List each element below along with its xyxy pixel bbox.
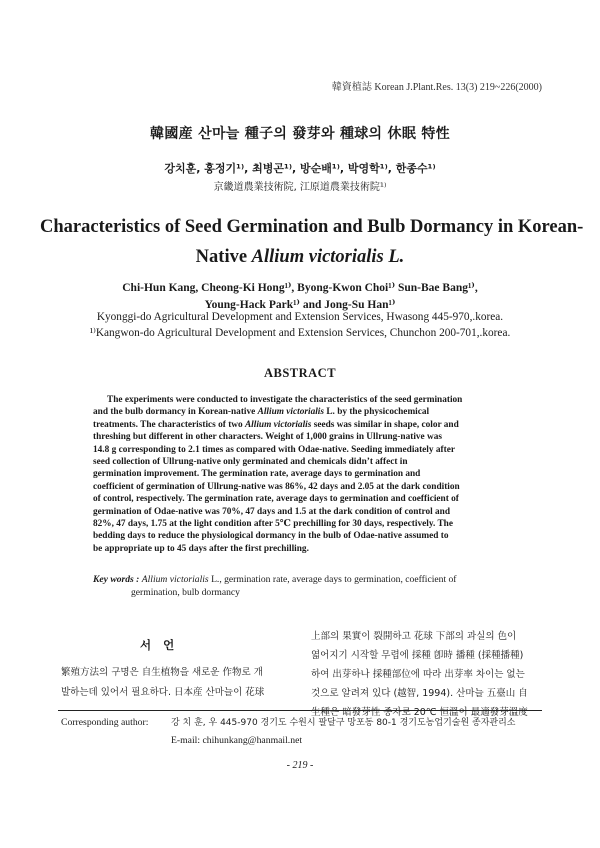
abstract-line: of control, respectively. The germination rate, average days to germination and coefficient of: [93, 494, 459, 505]
body-line: 것으로 알려져 있다 (越智, 1994). 산마늘 五臺山 自: [311, 688, 528, 699]
page-number: - 219 -: [286, 760, 314, 771]
abstract-line: germination improvement. The germination rate, average days to germination and: [93, 469, 421, 480]
authors-line-2: Young-Hack Park¹⁾ and Jong-Su Han¹⁾: [204, 299, 396, 311]
english-affiliations: [60, 309, 540, 341]
title-prefix: Native: [195, 247, 252, 267]
authors-line-1: Chi-Hun Kang, Cheong-Ki Hong¹⁾, Byong-Kwon Choi¹⁾ Sun-Bae Bang¹⁾,: [122, 282, 478, 294]
korean-title: 韓國産 산마늘 種子의 發芽와 種球의 休眠 特性: [150, 126, 450, 142]
abstract-line: The experiments were conducted to investigate the characteristics of the seed germination: [107, 395, 463, 405]
body-line: 엷어지기 시작할 무렵에 採種 卽時 播種 (採種播種): [311, 650, 524, 661]
body-line: 발하는데 있어서 필요하다. 日本産 산마늘이 花球: [61, 687, 265, 698]
affiliation-1: Kyonggi-do Agricultural Development and Extension Services, Hwasong 445-970,.korea.: [96, 311, 504, 323]
abstract-line: 82%, 47 days, 1.75 at the light condition after 5℃ prechilling for 30 days, respectively. The: [93, 519, 453, 530]
abstract-line: seed collection of Ullrung-native only germinated and chemicals didn’t affect in: [93, 457, 408, 468]
abstract-line: threshing but different in other characters. Weight of 1,000 grains in Ullrung-native was: [93, 432, 442, 443]
keywords-label: Key words :: [93, 574, 140, 585]
species-name: Allium victorialis: [257, 407, 325, 418]
korean-affiliations: 京畿道農業技術院, 江原道農業技術院¹⁾: [213, 182, 387, 193]
body-line: 生種은 暗發芽性 종자로 20℃ 恒溫이 最適發芽溫度: [311, 707, 528, 718]
affiliation-2: ¹⁾Kangwon-do Agricultural Development and Extension Services, Chunchon 200-701,.korea.: [89, 327, 511, 339]
keywords-species: Allium victorialis: [141, 574, 209, 585]
english-title-line-1: Characteristics of Seed Germination and Bulb Dormancy in Korean-: [40, 217, 584, 237]
right-column-text: [311, 627, 539, 722]
keywords-text: L., germination rate, average days to germination, coefficient of: [208, 574, 457, 585]
corresponding-author-footnote: [61, 714, 545, 750]
body-line: 하여 出芽하나 採種部位에 따라 出芽率 차이는 없는: [311, 669, 525, 680]
abstract-line: treatments. The characteristics of two Allium victorialis seeds was similar in shape, color and: [93, 419, 459, 430]
corresponding-label: Corresponding author:: [61, 717, 149, 728]
footnote-divider: [58, 710, 542, 711]
abstract-line: 14.8 g corresponding to 2.1 times as compared with Odae-native. Seeding immediately after: [93, 444, 455, 455]
english-title: [40, 212, 584, 272]
keywords: [93, 573, 526, 599]
corresponding-address: 강 치 훈, 우 445-970 경기도 수원시 팔달구 망포동 80-1 경기도농업기술원 종자관리소: [171, 718, 516, 728]
corresponding-email: E-mail: chihunkang@hanmail.net: [171, 735, 303, 746]
journal-reference: 韓資植誌 Korean J.Plant.Res. 13(3) 219~226(2000): [331, 82, 542, 93]
left-column-text: [61, 663, 289, 703]
abstract-line: be appropriate up to 45 days after the first prechilling.: [93, 543, 309, 554]
english-title-line-2: [40, 242, 560, 272]
section-heading-introduction: 서 언: [140, 638, 179, 652]
abstract-line: bedding days to reduce the physiological dormancy in the bulb of Odae-native assumed to: [93, 531, 449, 542]
abstract-body: [93, 394, 526, 555]
abstract-line: coefficient of germination of Ullrung-native was 86%, 42 days and 2.05 at the dark condition: [93, 481, 460, 492]
abstract-line: and the bulb dormancy in Korean-native Allium victorialis L. by the physicochemical: [93, 407, 430, 418]
keywords-continuation: germination, bulb dormancy: [131, 587, 240, 598]
species-name: Allium victorialis L.: [251, 247, 405, 267]
abstract-heading: ABSTRACT: [263, 366, 337, 380]
abstract-line: germination of Odae-native was 70%, 47 days and 1.5 at the dark condition of control and: [93, 506, 451, 517]
species-name: Allium victorialis: [244, 419, 312, 430]
body-line: 繁殖方法의 구명은 自生植物을 새로운 作物로 개: [61, 667, 263, 678]
body-line: 上部의 果實이 裂開하고 花球 下部의 과실의 色이: [311, 631, 517, 642]
korean-authors: 강치훈, 홍정기¹⁾, 최병곤¹⁾, 방순배¹⁾, 박영학¹⁾, 한종수¹⁾: [164, 162, 436, 175]
